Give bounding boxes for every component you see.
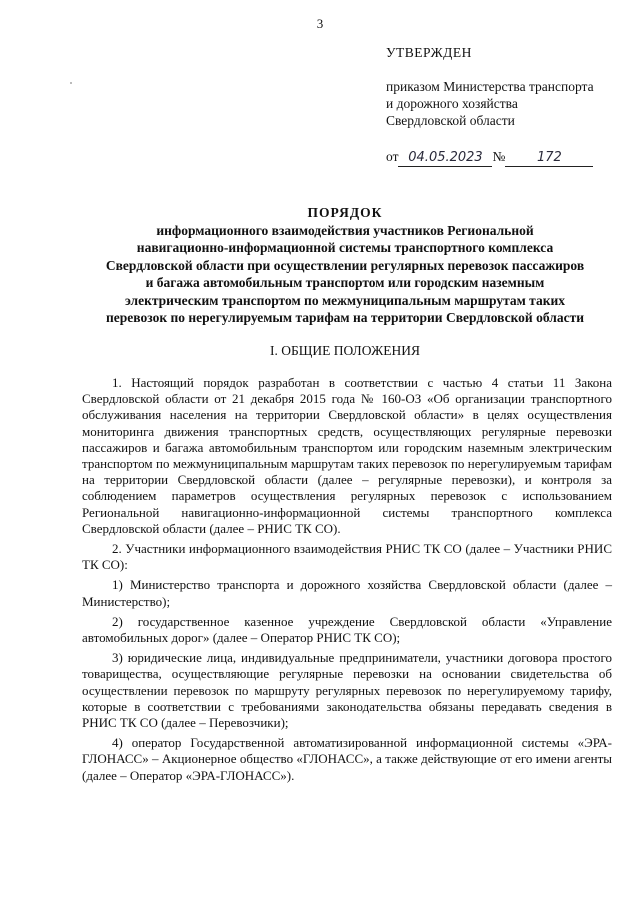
document-title — [80, 204, 610, 327]
scan-speck — [70, 82, 72, 84]
title-line: навигационно-информационной системы транспортного комплекса — [136, 240, 554, 255]
title-line: и багажа автомобильным транспортом или городским наземным — [145, 275, 545, 290]
approval-order-line: приказом Министерства транспорта — [386, 79, 594, 94]
section-heading: I. ОБЩИЕ ПОЛОЖЕНИЯ — [270, 343, 420, 358]
paragraph: 1. Настоящий порядок разработан в соответствии с частью 4 статьи 11 Закона Свердловской области от 21 декабря 2015 года № 160-ОЗ «Об организации транспортного обслуживания населения на территории Свердловской области» в целях осуществления мониторинга движения транспортных средств, осуществляющих регулярные перевозки пассажиров и багажа автомобильным транспортом или городским наземным электрическим транспортом по межмуниципальным маршрутам таких перевозок по нерегулируемым тарифам на территории Свердловской области (далее – регулярные перевозки), и контроля за соблюдением параметров осуществления регулярных перевозок с использованием Региональной навигационно-информационной системы транспортного комплекса Свердловской области (далее – РНИС ТК СО). — [82, 375, 612, 536]
paragraph: 2. Участники информационного взаимодействия РНИС ТК СО (далее – Участники РНИС ТК СО): — [82, 541, 612, 573]
paragraph: 3) юридические лица, индивидуальные предприниматели, участники договора простого товарищества, осуществляющие регулярные перевозки на основании свидетельства об осуществлении перевозок по маршруту регулярных перевозок по нерегулируемому тарифу, которые в соответствии с требованиями законодательства обязаны передавать сведения в РНИС ТК СО (далее – Перевозчики); — [82, 650, 612, 731]
date-field — [398, 148, 492, 167]
order-date-number-line — [386, 148, 594, 167]
date-prefix: от — [386, 149, 399, 164]
handwritten-number: 172 — [536, 150, 562, 165]
paragraph: 4) оператор Государственной автоматизированной информационной системы «ЭРА-ГЛОНАСС» – Акционерное общество «ГЛОНАСС», а также действующие от его имени агенты (далее – Оператор «ЭРА-ГЛОНАСС»). — [82, 735, 612, 783]
page-number: 3 — [316, 16, 324, 31]
paragraph: 1) Министерство транспорта и дорожного хозяйства Свердловской области (далее – Министерство); — [82, 577, 612, 609]
title-main: ПОРЯДОК — [307, 205, 383, 220]
approved-label: УТВЕРЖДЕН — [386, 45, 472, 60]
approval-order-line: и дорожного хозяйства — [386, 96, 518, 111]
number-field — [505, 148, 593, 167]
title-line: электрическим транспортом по межмуниципальным маршрутам таких — [124, 292, 566, 308]
approval-order-line: Свердловской области — [386, 113, 515, 128]
approval-block — [386, 44, 594, 167]
title-line: Свердловской области при осуществлении регулярных перевозок пассажиров — [105, 257, 585, 273]
approval-order — [386, 78, 594, 129]
title-line: перевозок по нерегулируемым тарифам на территории Свердловской области — [106, 310, 584, 325]
paragraph: 2) государственное казенное учреждение Свердловской области «Управление автомобильных дорог» (далее – Оператор РНИС ТК СО); — [82, 613, 612, 646]
handwritten-date: 04.05.2023 — [408, 150, 483, 165]
title-line: информационного взаимодействия участников Региональной — [156, 222, 534, 238]
number-prefix: № — [492, 149, 506, 164]
document-body — [82, 375, 612, 788]
